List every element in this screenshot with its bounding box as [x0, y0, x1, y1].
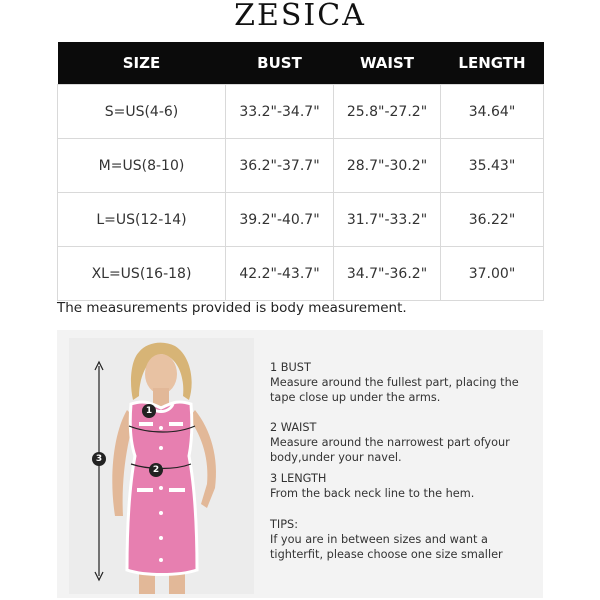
model-figure — [57, 330, 257, 598]
waist-cell: 28.7"-30.2" — [334, 139, 441, 193]
length-cell: 35.43" — [441, 139, 544, 193]
table-row — [58, 139, 544, 193]
table-header-row — [58, 42, 544, 85]
measurement-note: The measurements provided is body measurement. — [57, 300, 407, 316]
tips-title: TIPS: — [270, 518, 299, 531]
length-cell: 37.00" — [441, 247, 544, 301]
length-instruction — [270, 471, 540, 501]
measure-guide-panel — [57, 330, 543, 598]
bust-cell: 39.2"-40.7" — [226, 193, 334, 247]
waist-title: 2 WAIST — [270, 421, 317, 434]
header-bust: BUST — [226, 42, 334, 85]
bust-cell: 42.2"-43.7" — [226, 247, 334, 301]
bust-cell: 36.2"-37.7" — [226, 139, 334, 193]
table-row — [58, 193, 544, 247]
header-waist: WAIST — [334, 42, 441, 85]
header-length: LENGTH — [441, 42, 544, 85]
bust-title: 1 BUST — [270, 361, 311, 374]
bust-cell: 33.2"-34.7" — [226, 85, 334, 139]
waist-description: Measure around the narrowest part ofyour body,under your navel. — [270, 436, 510, 464]
waist-cell: 34.7"-36.2" — [334, 247, 441, 301]
waist-instruction — [270, 420, 540, 465]
size-cell: XL=US(16-18) — [58, 247, 226, 301]
brand-logo: ZESICA — [234, 0, 366, 33]
bust-description: Measure around the fullest part, placing the tape close up under the arms. — [270, 376, 519, 404]
tips-description: If you are in between sizes and want a tighterfit, please choose one size smaller — [270, 533, 503, 561]
length-description: From the back neck line to the hem. — [270, 487, 475, 500]
marker-length-badge: 3 — [92, 452, 106, 466]
bust-instruction — [270, 360, 540, 405]
marker-waist-badge: 2 — [149, 463, 163, 477]
table-row — [58, 85, 544, 139]
size-cell: L=US(12-14) — [58, 193, 226, 247]
length-cell: 36.22" — [441, 193, 544, 247]
size-cell: M=US(8-10) — [58, 139, 226, 193]
waist-cell: 31.7"-33.2" — [334, 193, 441, 247]
size-chart-table — [57, 42, 544, 301]
length-title: 3 LENGTH — [270, 472, 327, 485]
marker-bust-badge: 1 — [142, 404, 156, 418]
size-cell: S=US(4-6) — [58, 85, 226, 139]
header-size: SIZE — [58, 42, 226, 85]
length-cell: 34.64" — [441, 85, 544, 139]
waist-cell: 25.8"-27.2" — [334, 85, 441, 139]
table-row — [58, 247, 544, 301]
tips-section — [270, 517, 540, 562]
